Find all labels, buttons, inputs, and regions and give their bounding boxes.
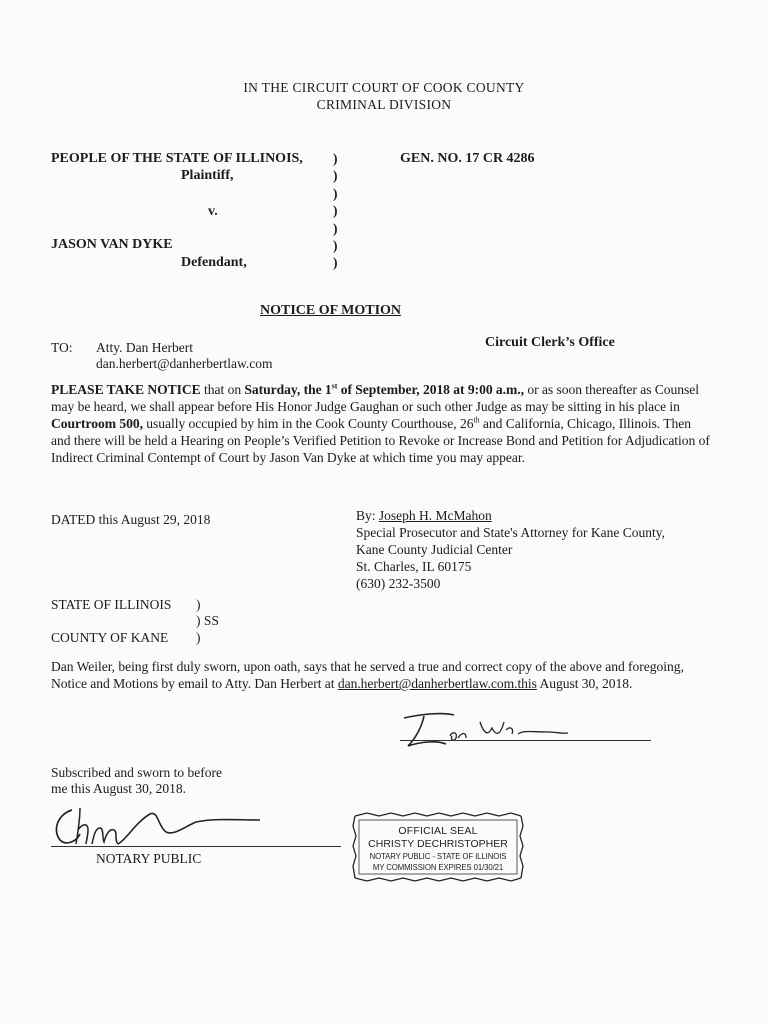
caption-parentheses: ) ) ) ) ) ) ) (333, 151, 338, 271)
affidavit-text-1: Dan Weiler, being first duly sworn, upon oath, says that he served a true and correct copy of the above and foregoing, Notice and Motions by email to Atty. Dan Herbert at (51, 659, 684, 691)
notice-paragraph (51, 381, 711, 466)
by-line (356, 507, 492, 524)
notice-text-3: usually occupied by him in the Cook County Courthouse, 26 (142, 416, 474, 431)
venue-county: COUNTY OF KANE (51, 630, 169, 645)
notary-signature-line (51, 846, 341, 847)
notice-text-4: and California, Chicago, Illinois. Then and there will be held a Hearing on People’s Verified Petition to Revoke or Increase Bond and Petition for Adjudication of Indirect Criminal Contempt of Court by Jason Van Dyke at which time you may appear. (51, 416, 710, 465)
prosecutor-name: Joseph H. McMahon (378, 508, 492, 523)
dated-line: DATED this August 29, 2018 (51, 512, 211, 527)
notice-date: Saturday, the 1 (244, 382, 332, 397)
venue-paren-3: ) (196, 630, 201, 645)
seal-expiration: MY COMMISSION EXPIRES 01/30/21 (372, 863, 504, 872)
court-division: CRIMINAL DIVISION (316, 97, 452, 112)
prosecutor-office: Kane County Judicial Center (356, 542, 513, 557)
server-signature (392, 706, 662, 754)
notary-signature (46, 800, 286, 852)
versus-label: v. (208, 204, 218, 219)
notary-public-label: NOTARY PUBLIC (96, 851, 202, 866)
subscribed-line-1: Subscribed and sworn to before (51, 765, 222, 780)
affidavit-paragraph (51, 658, 691, 692)
plaintiff-role: Plaintiff, (181, 168, 234, 183)
clerk-office: Circuit Clerk’s Office (485, 335, 615, 350)
court-heading (0, 79, 768, 113)
prosecutor-city: St. Charles, IL 60175 (356, 559, 472, 574)
venue-state: STATE OF ILLINOIS (51, 597, 172, 612)
subscribed-line-2: me this August 30, 2018. (51, 781, 187, 796)
notice-lead: PLEASE TAKE NOTICE (51, 382, 201, 397)
notice-street-suffix: th (473, 415, 480, 425)
venue-paren-1: ) (196, 597, 201, 612)
prosecutor-title: Special Prosecutor and State's Attorney for Kane County, (356, 525, 665, 540)
notice-text-1: that on (200, 382, 245, 397)
to-label: TO: (51, 340, 73, 355)
server-signature-line (400, 740, 651, 741)
defendant-role: Defendant, (181, 255, 247, 270)
recipient-name: Atty. Dan Herbert (96, 340, 193, 355)
notice-date-2: of September, 2018 at 9:00 a.m., (337, 382, 524, 397)
notice-text-2: or as soon thereafter as Counsel may be heard, we shall appear before His Honor Judge Gaughan or such other Judge as may be sitting in his place in (51, 382, 700, 414)
affidavit-text-2: August 30, 2018. (536, 676, 633, 691)
seal-title: OFFICIAL SEAL (398, 825, 478, 837)
affidavit-email-link[interactable]: dan.herbert@danherbertlaw.com.this (337, 676, 537, 691)
notice-date-suffix: st (331, 381, 338, 391)
case-number: GEN. NO. 17 CR 4286 (400, 151, 535, 166)
notice-courtroom: Courtroom 500, (51, 416, 143, 431)
court-name: IN THE CIRCUIT COURT OF COOK COUNTY (243, 80, 525, 95)
defendant-name: JASON VAN DYKE (51, 237, 173, 252)
seal-notary-name: CHRISTY DECHRISTOPHER (368, 838, 508, 850)
notice-title: NOTICE OF MOTION (260, 303, 402, 318)
official-seal-stamp (352, 812, 524, 882)
plaintiff-name: PEOPLE OF THE STATE OF ILLINOIS, (51, 151, 303, 166)
venue-ss: ) SS (196, 613, 219, 628)
prosecutor-phone: (630) 232-3500 (356, 576, 441, 591)
seal-jurisdiction: NOTARY PUBLIC - STATE OF ILLINOIS (369, 852, 507, 861)
by-label: By: (356, 508, 379, 523)
recipient-email: dan.herbert@danherbertlaw.com (96, 356, 273, 371)
